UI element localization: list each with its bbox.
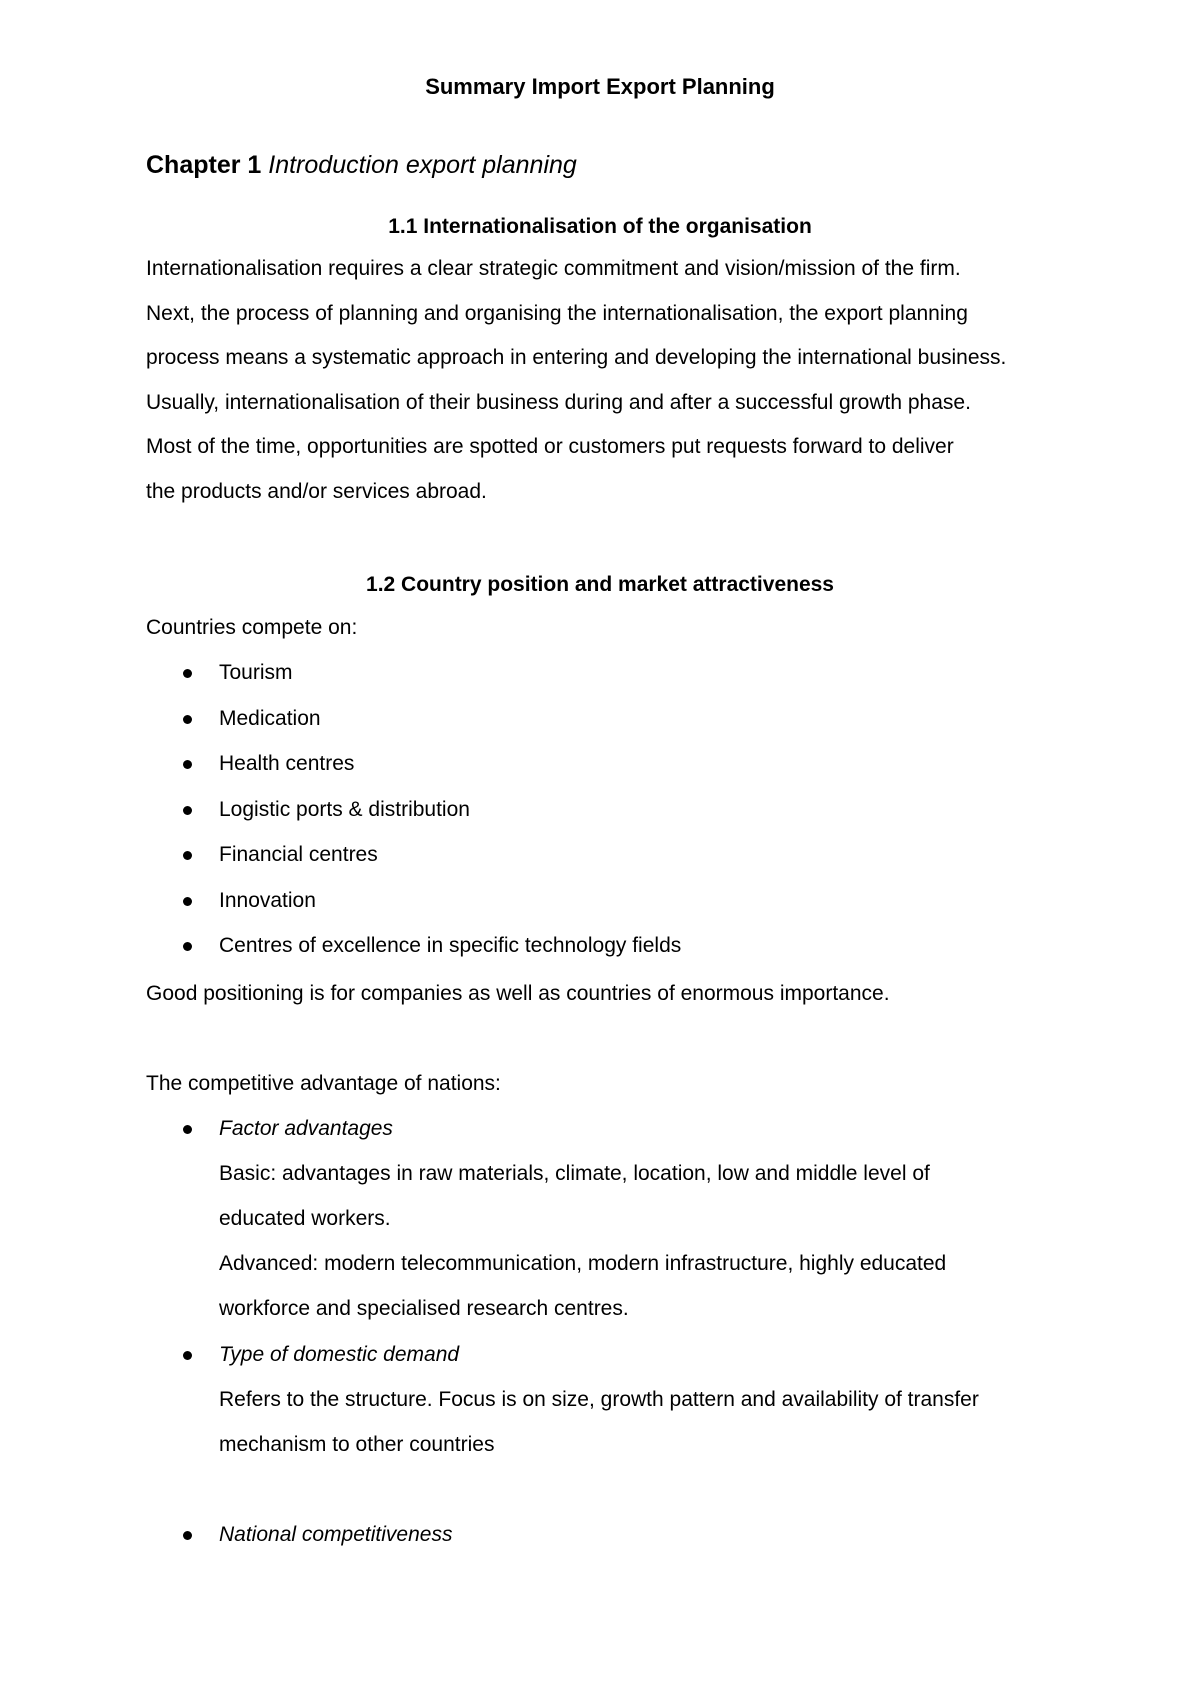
advantage-desc-line: Refers to the structure. Focus is on size, growth pattern and availability of transfer <box>219 1388 979 1411</box>
chapter-heading <box>146 148 577 182</box>
list-item: Logistic ports & distribution <box>0 795 1200 841</box>
paragraph-line: process means a systematic approach in entering and developing the international business. <box>146 346 1007 369</box>
paragraph-line: Internationalisation requires a clear strategic commitment and vision/mission of the firm. <box>146 257 961 280</box>
advantage-intro: The competitive advantage of nations: <box>146 1072 501 1095</box>
paragraph-line: the products and/or services abroad. <box>146 479 487 503</box>
advantage-title: Type of domestic demand <box>219 1343 460 1366</box>
bullet-icon <box>183 1125 192 1134</box>
advantage-title: Factor advantages <box>219 1117 393 1140</box>
list-item: Health centres <box>0 749 1200 795</box>
compete-intro: Countries compete on: <box>146 616 358 639</box>
bullet-icon <box>183 851 192 860</box>
positioning-note: Good positioning is for companies as well as countries of enormous importance. <box>146 982 890 1005</box>
section-1-1-paragraph <box>146 247 1086 514</box>
paragraph-line: Most of the time, opportunities are spotted or customers put requests forward to deliver <box>146 435 954 458</box>
section-heading-1-1: 1.1 Internationalisation of the organisation <box>388 215 812 238</box>
list-item: Tourism <box>0 658 1200 704</box>
compete-list <box>0 658 1200 977</box>
advantage-desc-line: workforce and specialised research centres. <box>219 1297 629 1320</box>
document-title: Summary Import Export Planning <box>425 74 775 99</box>
bullet-icon <box>183 1351 192 1360</box>
bullet-icon <box>183 715 192 724</box>
advantage-desc-line: educated workers. <box>219 1207 391 1230</box>
bullet-icon <box>183 942 192 951</box>
list-item: Financial centres <box>0 840 1200 886</box>
bullet-icon <box>183 760 192 769</box>
advantage-desc-line: mechanism to other countries <box>219 1433 495 1456</box>
advantage-desc-line: Basic: advantages in raw materials, climate, location, low and middle level of <box>219 1162 930 1185</box>
bullet-icon <box>183 669 192 678</box>
advantage-title: National competitiveness <box>219 1523 453 1546</box>
chapter-title: Introduction export planning <box>268 151 577 179</box>
bullet-icon <box>183 1531 192 1540</box>
section-heading-1-2: 1.2 Country position and market attractiveness <box>366 573 834 596</box>
advantage-desc-line: Advanced: modern telecommunication, modern infrastructure, highly educated <box>219 1252 947 1275</box>
list-item: Medication <box>0 704 1200 750</box>
list-item: Centres of excellence in specific technology fields <box>0 931 1200 977</box>
bullet-icon <box>183 806 192 815</box>
paragraph-line: Next, the process of planning and organising the internationalisation, the export planning <box>146 301 968 325</box>
bullet-icon <box>183 897 192 906</box>
paragraph-line: Usually, internationalisation of their business during and after a successful growth phase. <box>146 390 971 414</box>
chapter-number: Chapter 1 <box>146 151 262 179</box>
list-item: Innovation <box>0 886 1200 932</box>
